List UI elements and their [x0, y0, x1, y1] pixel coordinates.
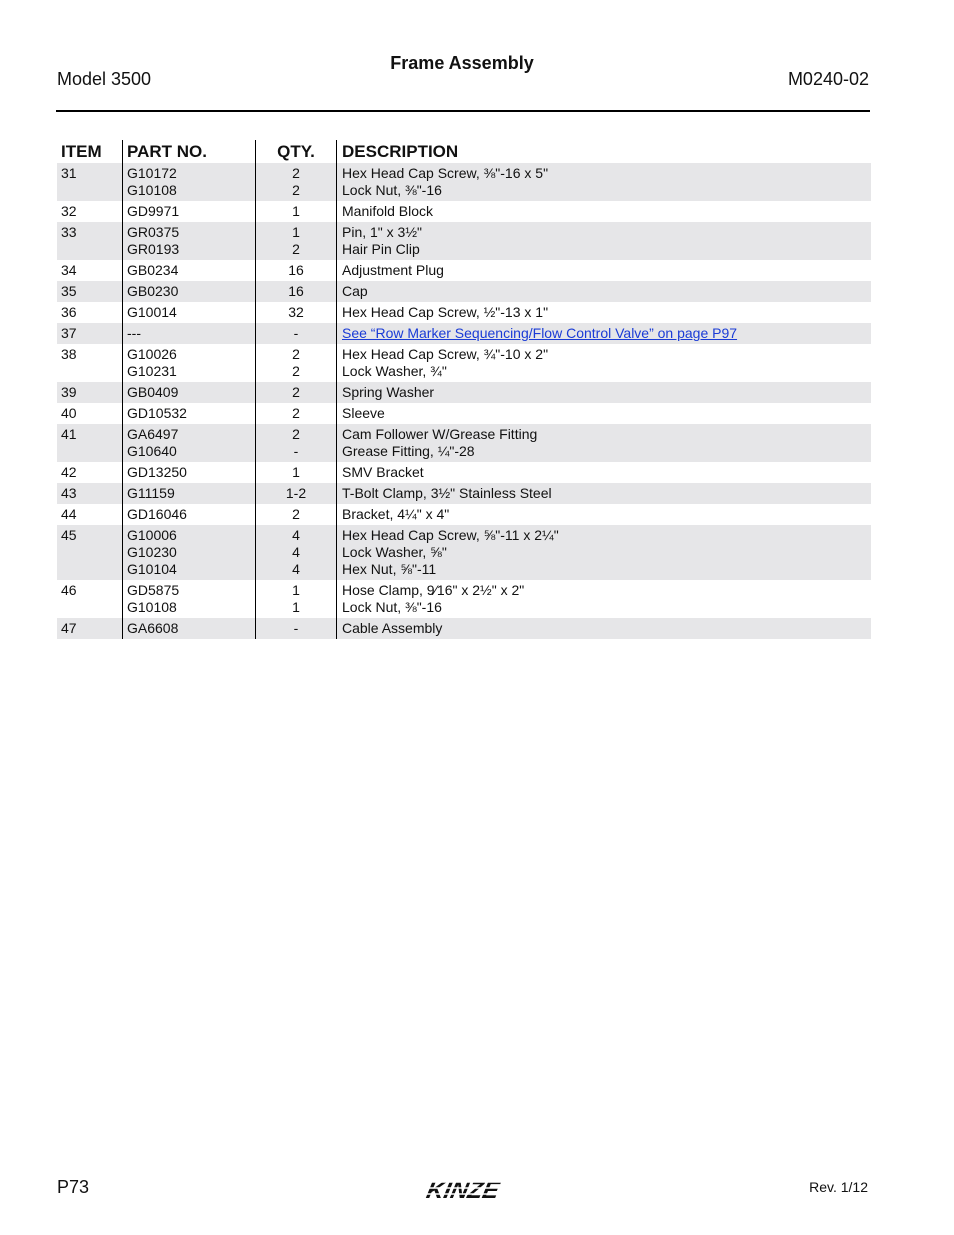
- item-number: [57, 222, 122, 260]
- part-number: [122, 163, 255, 201]
- description: [336, 201, 871, 222]
- table-row: [57, 344, 871, 382]
- quantity-line: 2: [292, 363, 300, 379]
- item-number-value: 45: [61, 527, 77, 543]
- item-number-value: 37: [61, 325, 77, 341]
- part-number: [122, 403, 255, 424]
- quantity-line: 2: [292, 426, 300, 442]
- description: [336, 302, 871, 323]
- quantity-line: 2: [292, 346, 300, 362]
- table-row: [57, 382, 871, 403]
- header-divider: [56, 110, 870, 112]
- description-line: Sleeve: [342, 405, 385, 421]
- item-number: [57, 163, 122, 201]
- table-row: [57, 260, 871, 281]
- table-row: [57, 323, 871, 344]
- quantity: [255, 424, 336, 462]
- part-number-line: G10104: [127, 561, 177, 577]
- item-number: [57, 462, 122, 483]
- model-label: Model 3500: [57, 69, 152, 89]
- description-line: Hair Pin Clip: [342, 241, 420, 257]
- quantity: [255, 618, 336, 639]
- part-number-line: G10108: [127, 182, 177, 198]
- part-number: [122, 525, 255, 580]
- description-line: Hex Head Cap Screw, ½"-13 x 1": [342, 304, 549, 320]
- part-number-line: GB0409: [127, 384, 179, 400]
- part-number-line: GB0234: [127, 262, 179, 278]
- quantity-line: 1: [292, 464, 300, 480]
- quantity-line: 2: [292, 384, 300, 400]
- description: [336, 260, 871, 281]
- part-number: [122, 618, 255, 639]
- item-number: [57, 201, 122, 222]
- description: [336, 424, 871, 462]
- item-number-value: 33: [61, 224, 77, 240]
- item-number-value: 47: [61, 620, 77, 636]
- description-line: Pin, 1" x 3½": [342, 224, 422, 240]
- description-line: Hex Nut, ⅝"-11: [342, 561, 437, 577]
- quantity-line: 1: [292, 203, 300, 219]
- description: [336, 281, 871, 302]
- quantity-line: 2: [292, 182, 300, 198]
- quantity-line: 1-2: [285, 485, 307, 501]
- description-line: Grease Fitting, ¼"-28: [342, 443, 475, 459]
- part-number-line: G10026: [127, 346, 177, 362]
- description-line: Hex Head Cap Screw, ⅜"-16 x 5": [342, 165, 549, 181]
- part-number: [122, 580, 255, 618]
- table-row: [57, 618, 871, 639]
- description: [336, 222, 871, 260]
- item-number: [57, 302, 122, 323]
- quantity-line: 1: [292, 224, 300, 240]
- logo-text: KINZE: [424, 1177, 502, 1204]
- table-row: [57, 483, 871, 504]
- description: [336, 483, 871, 504]
- table-row: [57, 302, 871, 323]
- description-line: Spring Washer: [342, 384, 435, 400]
- quantity: [255, 525, 336, 580]
- item-number-value: 35: [61, 283, 77, 299]
- table-row: [57, 504, 871, 525]
- item-number-value: 42: [61, 464, 77, 480]
- description-line: Lock Nut, ⅜"-16: [342, 599, 442, 615]
- part-number-line: G10006: [127, 527, 177, 543]
- item-number: [57, 403, 122, 424]
- description: [336, 344, 871, 382]
- quantity: [255, 344, 336, 382]
- part-number-line: GB0230: [127, 283, 179, 299]
- quantity: [255, 462, 336, 483]
- item-number: [57, 483, 122, 504]
- quantity-line: 1: [292, 599, 300, 615]
- column-header-qty: QTY.: [255, 140, 336, 163]
- part-number-line: GD9971: [127, 203, 180, 219]
- part-number-line: GD13250: [127, 464, 187, 480]
- page-number: P73: [57, 1177, 90, 1197]
- part-number-line: G10230: [127, 544, 177, 560]
- description-line: Hex Head Cap Screw, ⅝"-11 x 2¼": [342, 527, 559, 543]
- description-line: Cap: [342, 283, 368, 299]
- part-number: [122, 462, 255, 483]
- part-number: [122, 323, 255, 344]
- kinze-logo: [402, 1176, 522, 1204]
- part-number-line: GA6497: [127, 426, 179, 442]
- item-number-value: 40: [61, 405, 77, 421]
- item-number-value: 43: [61, 485, 77, 501]
- description: [336, 525, 871, 580]
- table-row: [57, 281, 871, 302]
- part-number-line: GR0375: [127, 224, 180, 240]
- document-number: M0240-02: [787, 69, 869, 89]
- part-number: [122, 222, 255, 260]
- quantity-line: 4: [292, 544, 300, 560]
- item-number: [57, 260, 122, 281]
- part-number-line: G10231: [127, 363, 177, 379]
- part-number-line: G11159: [127, 485, 175, 501]
- part-number-line: G10640: [127, 443, 177, 459]
- item-number-value: 46: [61, 582, 77, 598]
- description: [336, 163, 871, 201]
- table-row: [57, 163, 871, 201]
- description-line: Lock Washer, ⅝": [342, 544, 447, 560]
- part-number: [122, 260, 255, 281]
- quantity: [255, 281, 336, 302]
- part-number: [122, 201, 255, 222]
- description-line: Manifold Block: [342, 203, 434, 219]
- column-header-part-no: PART NO.: [122, 140, 255, 163]
- quantity: [255, 302, 336, 323]
- item-number-value: 39: [61, 384, 77, 400]
- column-header-description: DESCRIPTION: [336, 140, 871, 163]
- description: [336, 382, 871, 403]
- part-number: [122, 302, 255, 323]
- quantity-line: 1: [292, 582, 300, 598]
- table-row: [57, 403, 871, 424]
- quantity: [255, 580, 336, 618]
- description-line: Hose Clamp, 9⁄16" x 2½" x 2": [342, 582, 525, 598]
- quantity: [255, 260, 336, 281]
- quantity: [255, 382, 336, 403]
- quantity: [255, 403, 336, 424]
- description-line: Hex Head Cap Screw, ¾"-10 x 2": [342, 346, 549, 362]
- part-number-line: G10172: [127, 165, 177, 181]
- table-row: [57, 525, 871, 580]
- part-number-line: GR0193: [127, 241, 180, 257]
- quantity-line: 4: [292, 527, 300, 543]
- revision-label: Rev. 1/12: [809, 1179, 868, 1195]
- part-number-line: G10014: [127, 304, 177, 320]
- item-number-value: 36: [61, 304, 77, 320]
- quantity-line: 32: [288, 304, 304, 320]
- item-number: [57, 504, 122, 525]
- description-line: SMV Bracket: [342, 464, 424, 480]
- description-line: Cable Assembly: [342, 620, 443, 636]
- table-row: [57, 424, 871, 462]
- part-number: [122, 344, 255, 382]
- part-number: [122, 483, 255, 504]
- quantity-line: -: [293, 325, 299, 341]
- description-line: Cam Follower W/Grease Fitting: [342, 426, 538, 442]
- description-line: Bracket, 4¼" x 4": [342, 506, 450, 522]
- quantity: [255, 163, 336, 201]
- table-row: [57, 580, 871, 618]
- item-number-value: 41: [61, 426, 77, 442]
- description: [336, 504, 871, 525]
- description: [336, 462, 871, 483]
- item-number: [57, 525, 122, 580]
- part-number: [122, 382, 255, 403]
- quantity: [255, 504, 336, 525]
- quantity-line: 2: [292, 165, 300, 181]
- table-row: [57, 462, 871, 483]
- page-title: Frame Assembly: [390, 53, 534, 73]
- table-row: [57, 201, 871, 222]
- item-number: [57, 382, 122, 403]
- quantity-line: 16: [288, 283, 304, 299]
- description: [336, 323, 871, 344]
- quantity: [255, 201, 336, 222]
- part-number-line: GA6608: [127, 620, 179, 636]
- item-number-value: 44: [61, 506, 77, 522]
- cross-reference-link[interactable]: See “Row Marker Sequencing/Flow Control Valve” on page P97: [342, 325, 738, 341]
- quantity-line: 2: [292, 405, 300, 421]
- column-header-item: ITEM: [61, 142, 102, 161]
- description-line: Lock Nut, ⅜"-16: [342, 182, 442, 198]
- quantity: [255, 222, 336, 260]
- item-number: [57, 618, 122, 639]
- table-header-row: [57, 140, 871, 163]
- quantity: [255, 323, 336, 344]
- quantity-line: -: [293, 620, 299, 636]
- item-number: [57, 323, 122, 344]
- quantity-line: 2: [292, 241, 300, 257]
- part-number: [122, 504, 255, 525]
- description: [336, 580, 871, 618]
- item-number-value: 32: [61, 203, 77, 219]
- item-number-value: 34: [61, 262, 77, 278]
- item-number: [57, 344, 122, 382]
- item-number-value: 38: [61, 346, 77, 362]
- quantity: [255, 483, 336, 504]
- part-number: [122, 424, 255, 462]
- item-number: [57, 424, 122, 462]
- part-number-line: G10108: [127, 599, 177, 615]
- parts-table: [57, 140, 871, 639]
- part-number-line: GD16046: [127, 506, 187, 522]
- part-number-line: GD5875: [127, 582, 180, 598]
- quantity-line: 16: [288, 262, 304, 278]
- quantity-line: -: [293, 443, 299, 459]
- description: [336, 403, 871, 424]
- description: [336, 618, 871, 639]
- description-line: T-Bolt Clamp, 3½" Stainless Steel: [342, 485, 552, 501]
- table-body: [57, 163, 871, 639]
- item-number-value: 31: [61, 165, 77, 181]
- part-number-line: GD10532: [127, 405, 187, 421]
- quantity-line: 2: [292, 506, 300, 522]
- part-number-line: ---: [127, 325, 141, 341]
- item-number: [57, 281, 122, 302]
- quantity-line: 4: [292, 561, 300, 577]
- part-number: [122, 281, 255, 302]
- item-number: [57, 580, 122, 618]
- description-line: Lock Washer, ¾": [342, 363, 447, 379]
- description-line: Adjustment Plug: [342, 262, 444, 278]
- table-row: [57, 222, 871, 260]
